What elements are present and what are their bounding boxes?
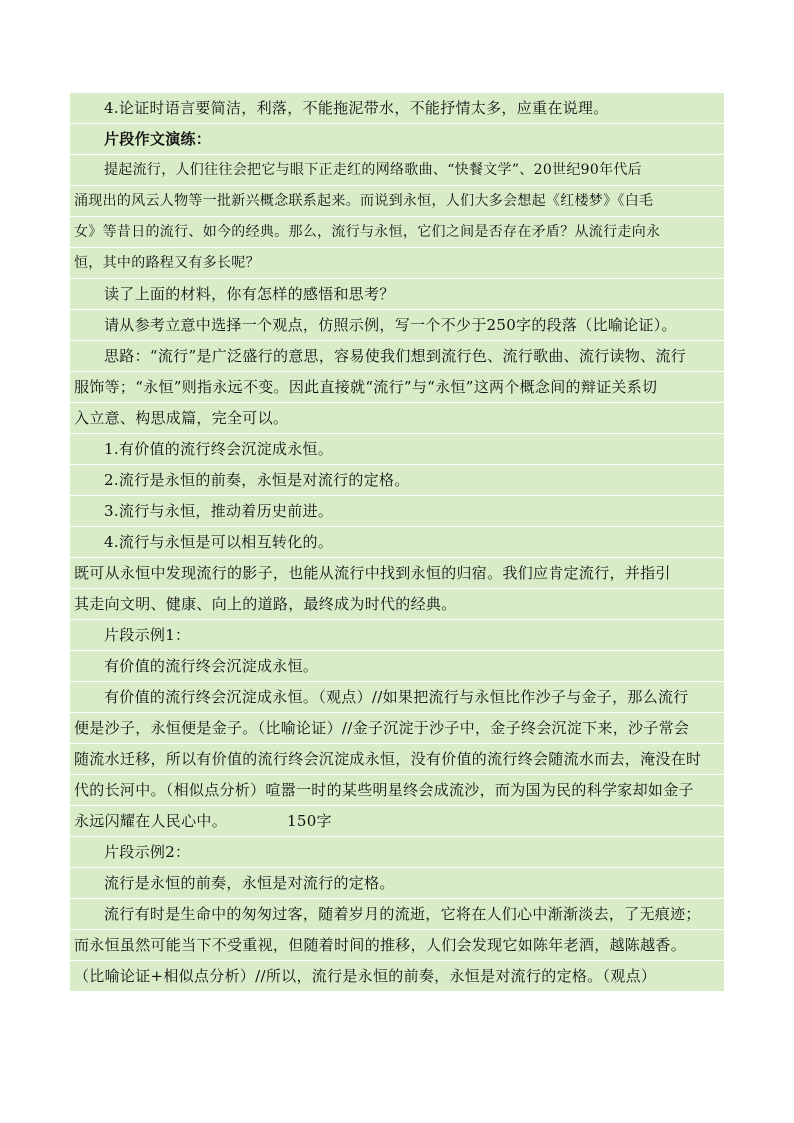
example-paragraph-line: 代的长河中。（相似点分析）喧嚣一时的某些明星终会成流沙，而为国为民的科学家却如金子 — [70, 775, 724, 806]
viewpoint-item: 4.流行与永恒是可以相互转化的。 — [70, 527, 724, 558]
material-paragraph-line: 恒，其中的路程又有多长呢？ — [70, 248, 724, 279]
material-paragraph-line: 提起流行，人们往往会把它与眼下正走红的网络歌曲、“快餐文学”、20世纪90年代后 — [70, 155, 724, 186]
example-paragraph-line: 便是沙子，永恒便是金子。（比喻论证）//金子沉淀于沙子中，金子终会沉淀下来，沙子常会 — [70, 713, 724, 744]
example-paragraph-text: 永远闪耀在人民心中。 — [74, 812, 228, 830]
example-paragraph-line: 而永恒虽然可能当下不受重视，但随着时间的推移，人们会发现它如陈年老酒，越陈越香。 — [70, 930, 724, 961]
summary-paragraph-line: 既可从永恒中发现流行的影子，也能从流行中找到永恒的归宿。我们应肯定流行，并指引 — [70, 558, 724, 589]
example-paragraph-line: （比喻论证+相似点分析）//所以，流行是永恒的前奏，永恒是对流行的定格。（观点） — [70, 961, 724, 992]
approach-paragraph-line: 服饰等；“永恒”则指永远不变。因此直接就“流行”与“永恒”这两个概念间的辩证关系切 — [70, 372, 724, 403]
viewpoint-item: 2.流行是永恒的前奏，永恒是对流行的定格。 — [70, 465, 724, 496]
instruction-line: 请从参考立意中选择一个观点，仿照示例，写一个不少于250字的段落（比喻论证）。 — [70, 310, 724, 341]
example-heading: 片段示例1： — [70, 620, 724, 651]
example-title: 流行是永恒的前奏，永恒是对流行的定格。 — [70, 868, 724, 899]
example-paragraph-line: 随流水迁移，所以有价值的流行终会沉淀成永恒，没有价值的流行终会随流水而去，淹没在时 — [70, 744, 724, 775]
example-heading: 片段示例2： — [70, 837, 724, 868]
tip-line: 4.论证时语言要简洁，利落，不能拖泥带水，不能抒情太多，应重在说理。 — [70, 93, 724, 124]
example-paragraph-line: 有价值的流行终会沉淀成永恒。（观点）//如果把流行与永恒比作沙子与金子，那么流行 — [70, 682, 724, 713]
example-paragraph-line: 流行有时是生命中的匆匆过客，随着岁月的流逝，它将在人们心中渐渐淡去，了无痕迹； — [70, 899, 724, 930]
viewpoint-item: 3.流行与永恒，推动着历史前进。 — [70, 496, 724, 527]
example-title: 有价值的流行终会沉淀成永恒。 — [70, 651, 724, 682]
summary-paragraph-line: 其走向文明、健康、向上的道路，最终成为时代的经典。 — [70, 589, 724, 620]
document-body — [70, 93, 724, 992]
question-line: 读了上面的材料，你有怎样的感悟和思考？ — [70, 279, 724, 310]
viewpoint-item: 1.有价值的流行终会沉淀成永恒。 — [70, 434, 724, 465]
approach-paragraph-line: 思路：“流行”是广泛盛行的意思，容易使我们想到流行色、流行歌曲、流行读物、流行 — [70, 341, 724, 372]
section-heading: 片段作文演练： — [70, 124, 724, 155]
material-paragraph-line: 女》等昔日的流行、如今的经典。那么，流行与永恒，它们之间是否存在矛盾？从流行走向永 — [70, 217, 724, 248]
material-paragraph-line: 涌现出的风云人物等一批新兴概念联系起来。而说到永恒，人们大多会想起《红楼梦》《白毛 — [70, 186, 724, 217]
approach-paragraph-line: 入立意、构思成篇，完全可以。 — [70, 403, 724, 434]
example-paragraph-last-line — [70, 806, 724, 837]
word-count: 150字 — [287, 812, 332, 830]
